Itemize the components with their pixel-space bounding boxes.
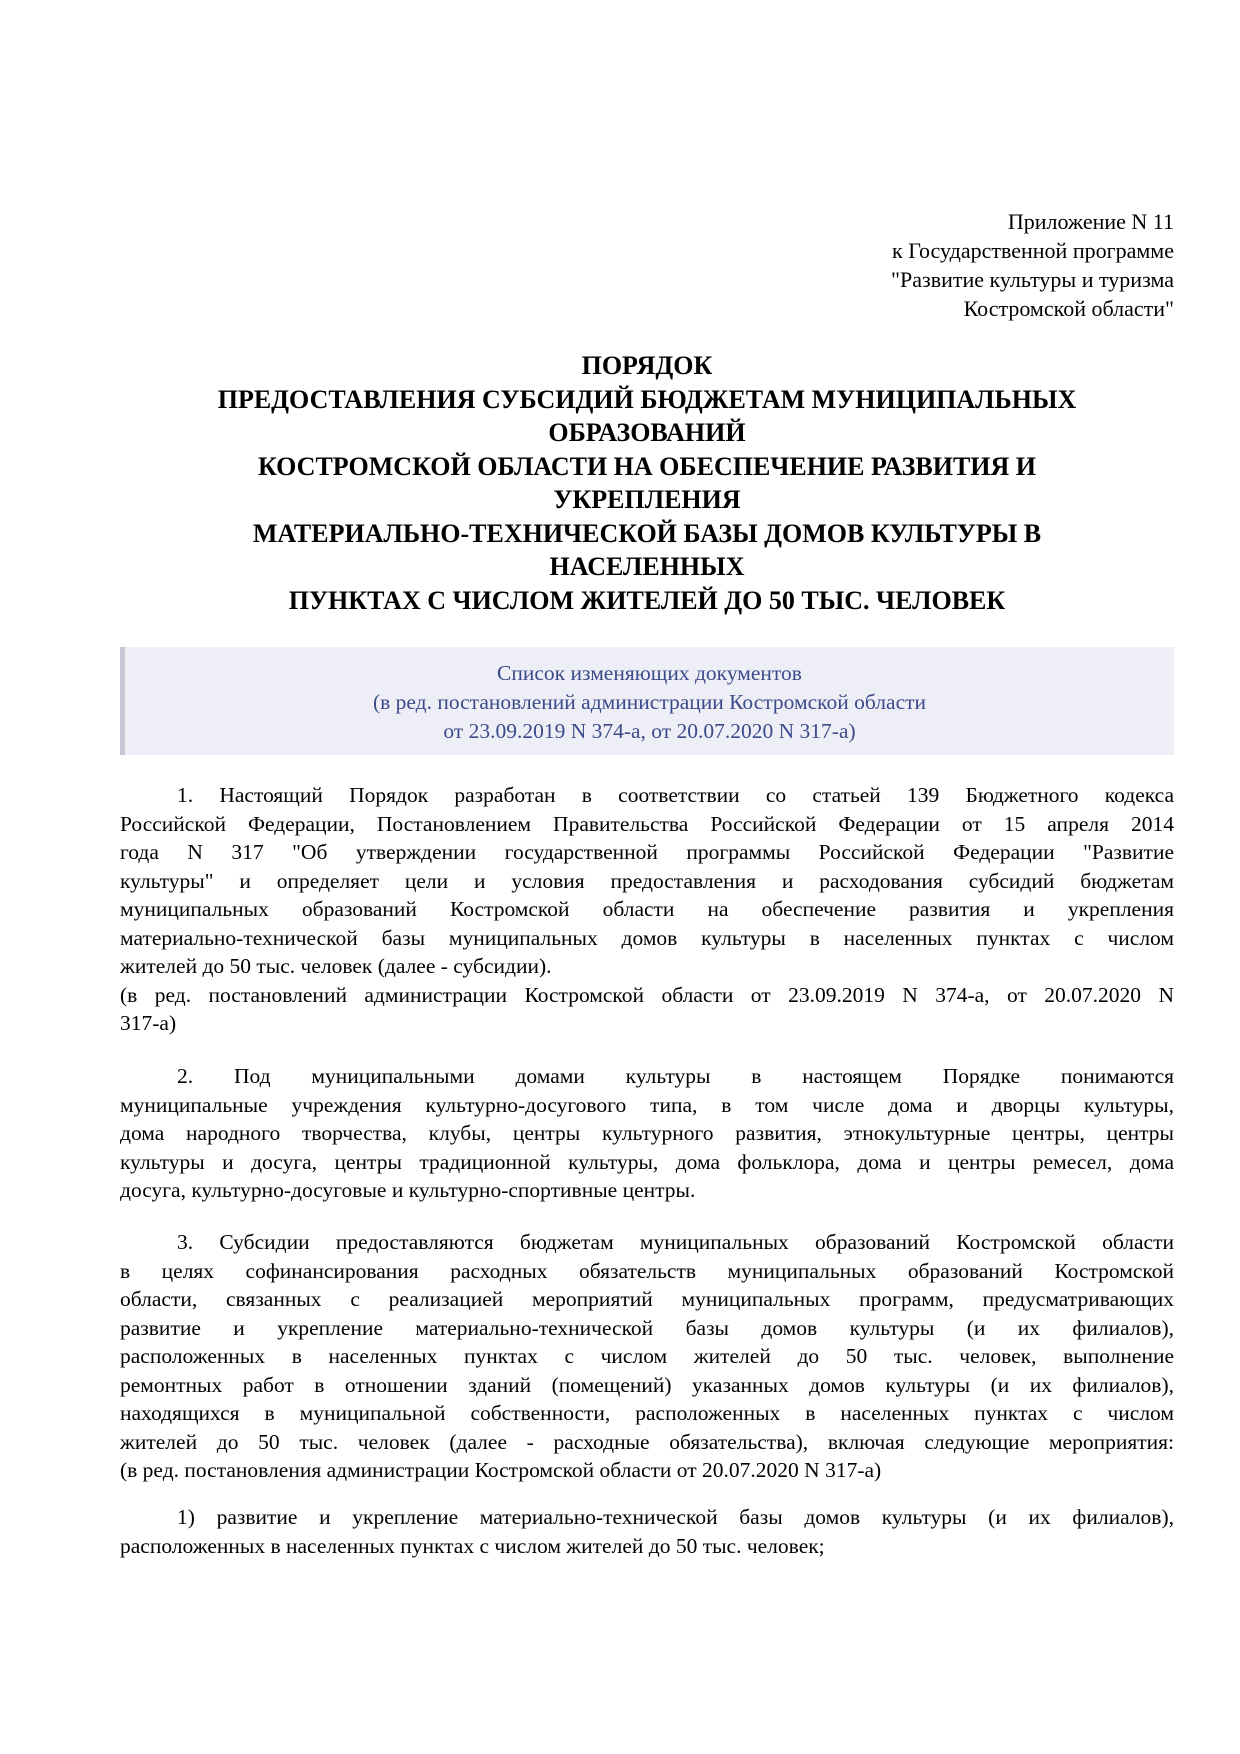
title-line: ПУНКТАХ С ЧИСЛОМ ЖИТЕЛЕЙ ДО 50 ТЫС. ЧЕЛОВЕК	[288, 585, 1006, 615]
paragraph-line: расположенных в населенных пунктах с числом жителей до 50 тыс. человек;	[120, 1533, 825, 1558]
paragraph-line: досуга, культурно-досуговые и культурно-спортивные центры.	[120, 1178, 696, 1202]
amendment-note: 317-а)	[120, 1011, 177, 1035]
paragraph-line: расположенных в населенных пунктах с числом жителей до 50 тыс. человек, выполнение	[120, 1344, 1174, 1368]
paragraph-line: культуры" и определяет цели и условия предоставления и расходования субсидий бюджетам	[120, 868, 1174, 893]
title-line: КОСТРОМСКОЙ ОБЛАСТИ НА ОБЕСПЕЧЕНИЕ РАЗВИТИЯ И	[257, 451, 1037, 481]
appendix-line: к Государственной программе	[892, 238, 1174, 263]
paragraph-line: дома народного творчества, клубы, центры культурного развития, этнокультурные центры, центры	[120, 1121, 1174, 1145]
paragraph-line: 3. Субсидии предоставляются бюджетам муниципальных образований Костромской области	[177, 1230, 1174, 1254]
paragraph-3	[120, 1228, 1174, 1485]
paragraph-line: в целях софинансирования расходных обязательств муниципальных образований Костромской	[120, 1258, 1174, 1283]
paragraph-line: 1. Настоящий Порядок разработан в соответствии со статьей 139 Бюджетного кодекса	[177, 783, 1174, 807]
title-line: ПРЕДОСТАВЛЕНИЯ СУБСИДИЙ БЮДЖЕТАМ МУНИЦИПАЛЬНЫХ	[217, 384, 1077, 414]
paragraph-2	[120, 1062, 1174, 1205]
amendments-box	[120, 647, 1174, 755]
title-line: ОБРАЗОВАНИЙ	[548, 418, 746, 447]
paragraph-line: муниципальные учреждения культурно-досугового типа, в том числе дома и дворцы культуры,	[120, 1092, 1174, 1117]
appendix-line: Приложение N 11	[1007, 209, 1174, 234]
paragraph-line: Российской Федерации, Постановлением Правительства Российской Федерации от 15 апреля 2014	[120, 811, 1174, 836]
appendix-line: "Развитие культуры и туризма	[891, 267, 1174, 292]
paragraph-line: 1) развитие и укрепление материально-технической базы домов культуры (и их филиалов),	[177, 1505, 1174, 1529]
title-line: ПОРЯДОК	[581, 351, 713, 380]
paragraph-line: материально-технической базы муниципальных домов культуры в населенных пунктах с числом	[120, 925, 1174, 950]
amendments-line: от 23.09.2019 N 374-а, от 20.07.2020 N 317-а)	[443, 719, 856, 743]
amendment-note: (в ред. постановления администрации Костромской области от 20.07.2020 N 317-а)	[120, 1458, 882, 1482]
appendix-header	[891, 207, 1174, 323]
document-title	[120, 349, 1174, 617]
paragraph-1	[120, 781, 1174, 1038]
paragraph-line: находящихся в муниципальной собственности, расположенных в населенных пунктах с числом	[120, 1401, 1174, 1425]
paragraph-line: года N 317 "Об утверждении государственной программы Российской Федерации "Развитие	[120, 840, 1174, 864]
paragraph-4	[120, 1503, 1174, 1560]
title-line: МАТЕРИАЛЬНО-ТЕХНИЧЕСКОЙ БАЗЫ ДОМОВ КУЛЬТУРЫ В	[252, 518, 1042, 548]
paragraph-line: муниципальных образований Костромской области на обеспечение развития и укрепления	[120, 897, 1174, 921]
appendix-line: Костромской области"	[963, 296, 1174, 321]
paragraph-line: развитие и укрепление материально-технической базы домов культуры (и их филиалов),	[120, 1315, 1174, 1340]
paragraph-line: ремонтных работ в отношении зданий (помещений) указанных домов культуры (и их филиалов),	[120, 1372, 1174, 1397]
title-line: НАСЕЛЕННЫХ	[549, 552, 745, 581]
paragraph-line: жителей до 50 тыс. человек (далее - субсидии).	[120, 954, 552, 978]
paragraph-line: жителей до 50 тыс. человек (далее - расходные обязательства), включая следующие мероприятия:	[120, 1429, 1174, 1454]
title-line: УКРЕПЛЕНИЯ	[553, 485, 741, 514]
paragraph-line: 2. Под муниципальными домами культуры в настоящем Порядке понимаются	[177, 1064, 1174, 1088]
paragraph-line: области, связанных с реализацией мероприятий муниципальных программ, предусматривающих	[120, 1287, 1174, 1311]
amendments-line: Список изменяющих документов	[497, 661, 802, 685]
paragraph-line: культуры и досуга, центры традиционной культуры, дома фольклора, дома и центры ремесел, дома	[120, 1149, 1174, 1174]
amendment-note: (в ред. постановлений администрации Костромской области от 23.09.2019 N 374-а, от 20.07.2020 N	[120, 982, 1174, 1007]
amendments-line: (в ред. постановлений администрации Костромской области	[372, 690, 927, 714]
